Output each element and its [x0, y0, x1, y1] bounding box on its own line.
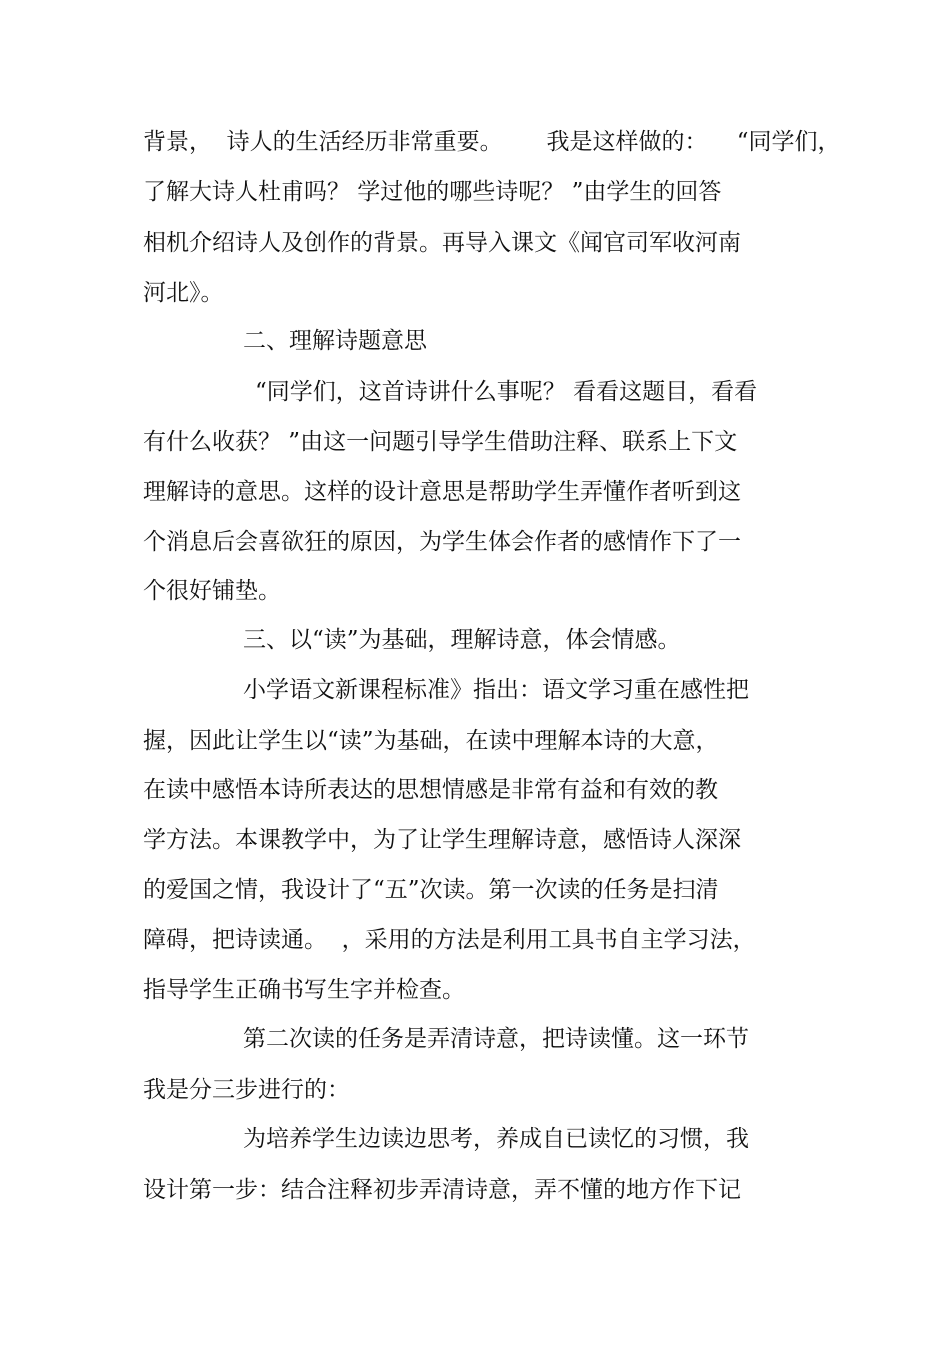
text-line: 理解诗的意思。这样的设计意思是帮助学生弄懂作者听到这: [143, 479, 741, 505]
section-heading: 二、理解诗题意思: [243, 328, 427, 354]
text-line: 个消息后会喜欲狂的原因，为学生体会作者的感情作下了一: [143, 529, 741, 555]
text-line: 障碍，把诗读通。 ，采用的方法是利用工具书自主学习法，: [143, 927, 756, 953]
text-line: 指导学生正确书写生字并检查。: [143, 977, 465, 1003]
text-line: 有什么收获？ ”由这一问题引导学生借助注释、联系上下文: [143, 429, 738, 455]
text-line: 握，因此让学生以“读”为基础，在读中理解本诗的大意，: [143, 728, 719, 754]
section-heading: 三、以“读”为基础，理解诗意，体会情感。: [243, 627, 681, 653]
text-line: 个很好铺垫。: [143, 578, 281, 604]
text-line: 的爱国之情，我设计了“五”次读。第一次读的任务是扫清: [143, 877, 719, 903]
text-line: 背景， 诗人的生活经历非常重要。 我是这样做的： “同学们，: [143, 129, 841, 155]
text-line: 学方法。本课教学中，为了让学生理解诗意，感悟诗人深深: [143, 827, 741, 853]
text-line: 小学语文新课程标准》指出：语文学习重在感性把: [243, 677, 749, 703]
text-line: 相机介绍诗人及创作的背景。再导入课文《闻官司军收河南: [143, 230, 741, 256]
text-line: 设计第一步：结合注释初步弄清诗意，弄不懂的地方作下记: [143, 1177, 741, 1203]
text-line: 河北》。: [143, 280, 224, 306]
text-line: 为培养学生边读边思考，养成自已读忆的习惯，我: [243, 1126, 749, 1152]
text-line: 在读中感悟本诗所表达的思想情感是非常有益和有效的教: [143, 777, 718, 803]
text-line: “同学们，这首诗讲什么事呢？ 看看这题目，看看: [255, 379, 758, 405]
text-line: 我是分三步进行的：: [143, 1077, 350, 1103]
text-line: 了解大诗人杜甫吗？ 学过他的哪些诗呢？ ”由学生的回答: [143, 179, 722, 205]
text-line: 第二次读的任务是弄清诗意，把诗读懂。这一环节: [243, 1026, 749, 1052]
